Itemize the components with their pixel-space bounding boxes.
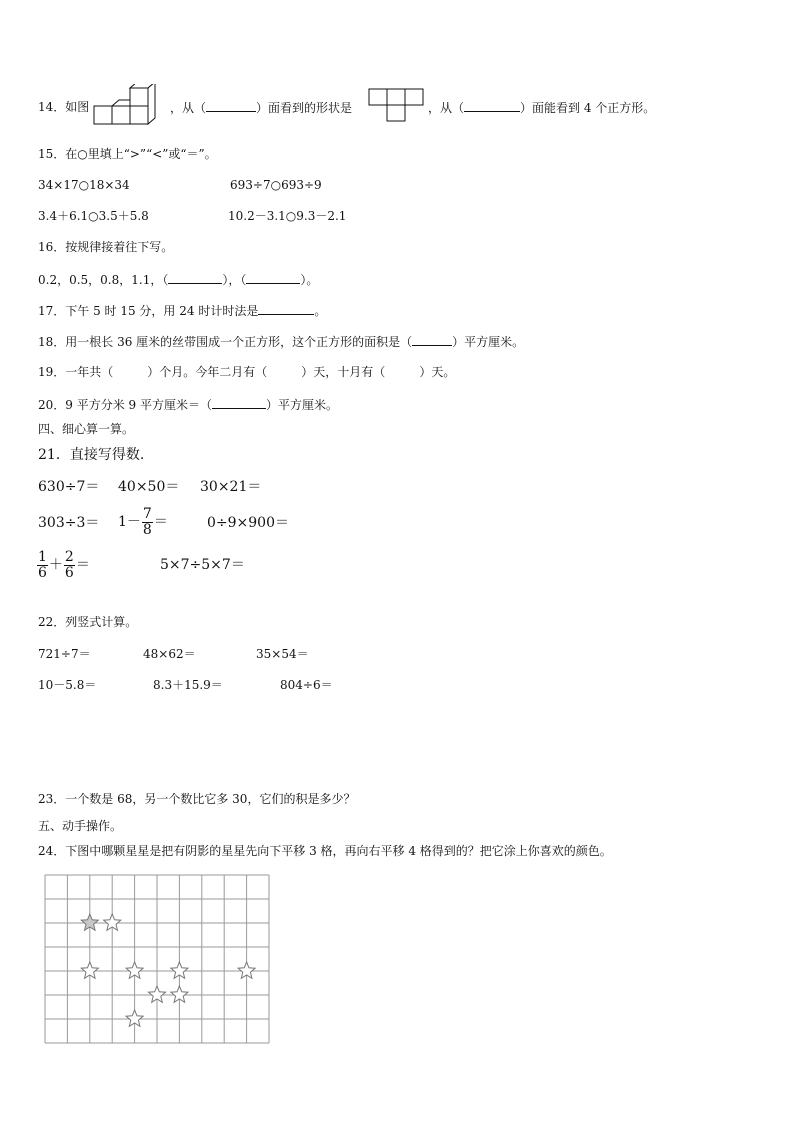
q15-expr-3: 3.4＋6.1○3.5＋5.8: [38, 209, 149, 223]
section-4-heading: 四、细心算一算。: [38, 422, 135, 436]
q14-lead: 14．如图: [38, 100, 90, 114]
question-24: 24．下图中哪颗星星是把有阴影的星星先向下平移 3 格，再向右平移 4 格得到的？把它涂上你喜欢的颜色。: [38, 844, 612, 858]
q21-fraction-1-6: $\frac{1}{6}$: [38, 548, 47, 581]
question-23: 23．一个数是 68，另一个数比它多 30，它们的积是多少？: [38, 792, 356, 806]
question-16-prompt: 16．按规律接着往下写。: [38, 240, 174, 254]
q21-expr-3: 30×21＝: [200, 479, 262, 495]
q22-expr-5: 8.3＋15.9＝: [153, 678, 223, 692]
q21-expr-2: 40×50＝: [118, 479, 180, 495]
q21-expr-7: $\frac{1}{6}$ ＋ $\frac{2}{6}$ ＝: [38, 548, 90, 581]
q21-fraction-7-8: $\frac{7}{8}$: [142, 505, 152, 538]
cube-stack-figure: [92, 84, 162, 126]
q22-expr-6: 804÷6＝: [280, 678, 333, 692]
star-grid: [43, 871, 273, 1045]
question-19: 19．一年共（ ）个月。今年二月有（ ）天，十月有（ ）天。: [38, 365, 456, 379]
q21-expr-5: 1－ $\frac{7}{8}$ ＝: [118, 505, 168, 538]
q20-blank[interactable]: [212, 396, 266, 409]
section-5-heading: 五、动手操作。: [38, 819, 123, 833]
q14-end: ，从（ ）面能看到 4 个正方形。: [428, 101, 656, 115]
q18-blank[interactable]: [412, 333, 452, 346]
q21-expr-1: 630÷7＝: [38, 479, 100, 495]
front-view-shape: [368, 88, 426, 124]
q16-blank-2[interactable]: [246, 271, 300, 284]
question-18: 18．用一根长 36 厘米的丝带围成一个正方形，这个正方形的面积是（ ）平方厘米。: [38, 335, 525, 349]
q21-fraction-2-6: $\frac{2}{6}$: [64, 548, 74, 581]
q17-blank[interactable]: [258, 302, 314, 315]
question-15-prompt: 15．在○里填上“>”“<”或“＝”。: [38, 147, 217, 161]
question-22-prompt: 22．列竖式计算。: [38, 615, 138, 629]
q16-blank-1[interactable]: [168, 271, 222, 284]
q22-expr-4: 10－5.8＝: [38, 678, 97, 692]
q15-expr-4: 10.2－3.1○9.3－2.1: [228, 209, 347, 223]
q14-blank-2[interactable]: [464, 99, 520, 112]
question-20: 20．9 平方分米 9 平方厘米＝（ ）平方厘米。: [38, 398, 338, 412]
q21-expr-4: 303÷3＝: [38, 515, 100, 531]
q22-expr-1: 721÷7＝: [38, 647, 91, 661]
question-21-prompt: 21．直接写得数.: [38, 447, 145, 463]
q14-continued: ，从（ ）面看到的形状是: [170, 101, 353, 115]
q14-blank-1[interactable]: [206, 99, 256, 112]
q22-expr-3: 35×54＝: [256, 647, 309, 661]
q21-expr-8: 5×7÷5×7＝: [160, 557, 245, 573]
question-17: 17．下午 5 时 15 分，用 24 时计时法是 。: [38, 304, 327, 318]
q16-sequence: 0.2，0.5，0.8，1.1，（ ），（ ）。: [38, 273, 319, 287]
q15-expr-1: 34×17○18×34: [38, 178, 130, 192]
q22-expr-2: 48×62＝: [143, 647, 196, 661]
q21-expr-6: 0÷9×900＝: [207, 515, 289, 531]
question-14: [38, 99, 89, 115]
q15-expr-2: 693÷7○693÷9: [230, 178, 322, 192]
